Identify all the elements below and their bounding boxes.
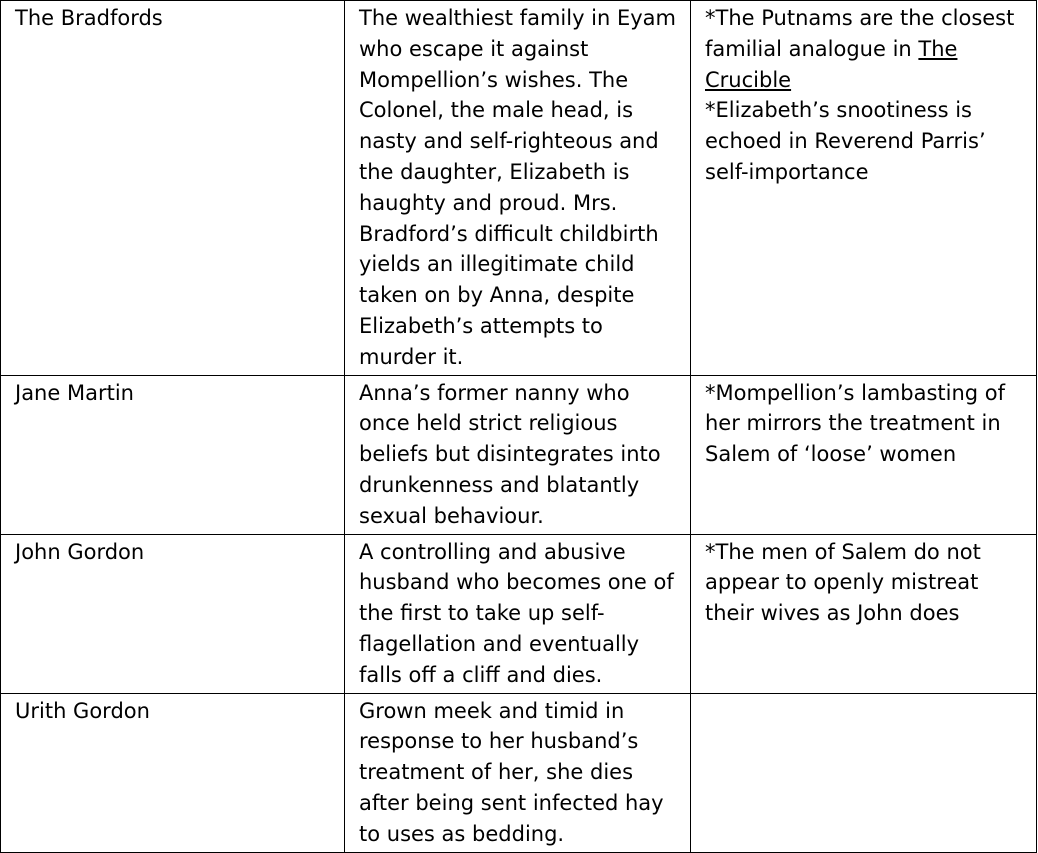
character-name-cell [1,693,345,852]
character-description-cell [345,1,691,376]
comparison-cell [691,1,1037,376]
character-name-cell [1,375,345,534]
character-description-cell [345,375,691,534]
table-row [1,534,1037,693]
character-name: Jane Martin [15,380,134,405]
comparison-point: *Mompellion’s lambasting of her mirrors the treatment in Salem of ‘loose’ women [705,380,1006,467]
comparison-point [705,3,1028,95]
comparison-cell [691,693,1037,852]
character-name-cell [1,534,345,693]
character-description-cell [345,534,691,693]
comparison-text: *The Putnams are the closest familial analogue in [705,6,1015,61]
character-description: Anna’s former nanny who once held strict religious beliefs but disintegrates into drunkenness and blatantly sexual behaviour. [359,380,661,528]
table-row [1,375,1037,534]
character-name: The Bradfords [15,6,163,30]
character-name-cell [1,1,345,376]
character-name: John Gordon [15,539,145,564]
play-title: The Crucible [705,36,958,92]
character-description: Grown meek and timid in response to her husband’s treatment of her, she dies after being sent infected hay to uses as bedding. [359,698,664,846]
table-row [1,1,1037,376]
character-description: A controlling and abusive husband who becomes one of the first to take up self-flagellation and eventually falls off a cliff and dies. [359,539,674,687]
character-name: Urith Gordon [15,698,150,723]
comparison-cell [691,534,1037,693]
character-description-cell [345,693,691,852]
comparison-point: *Elizabeth’s snootiness is echoed in Reverend Parris’ self-importance [705,98,986,184]
table-row [1,693,1037,852]
character-description: The wealthiest family in Eyam who escape it against Mompellion’s wishes. The Colonel, the male head, is nasty and self-righteous and the daughter, Elizabeth is haughty and proud. Mrs. Bradford’s difficult childbirth yields an illegitimate child taken on by Anna, despite Elizabeth’s attempts to murder it. [359,6,677,369]
comparison-cell [691,375,1037,534]
comparison-point: *The men of Salem do not appear to openly mistreat their wives as John does [705,539,981,626]
